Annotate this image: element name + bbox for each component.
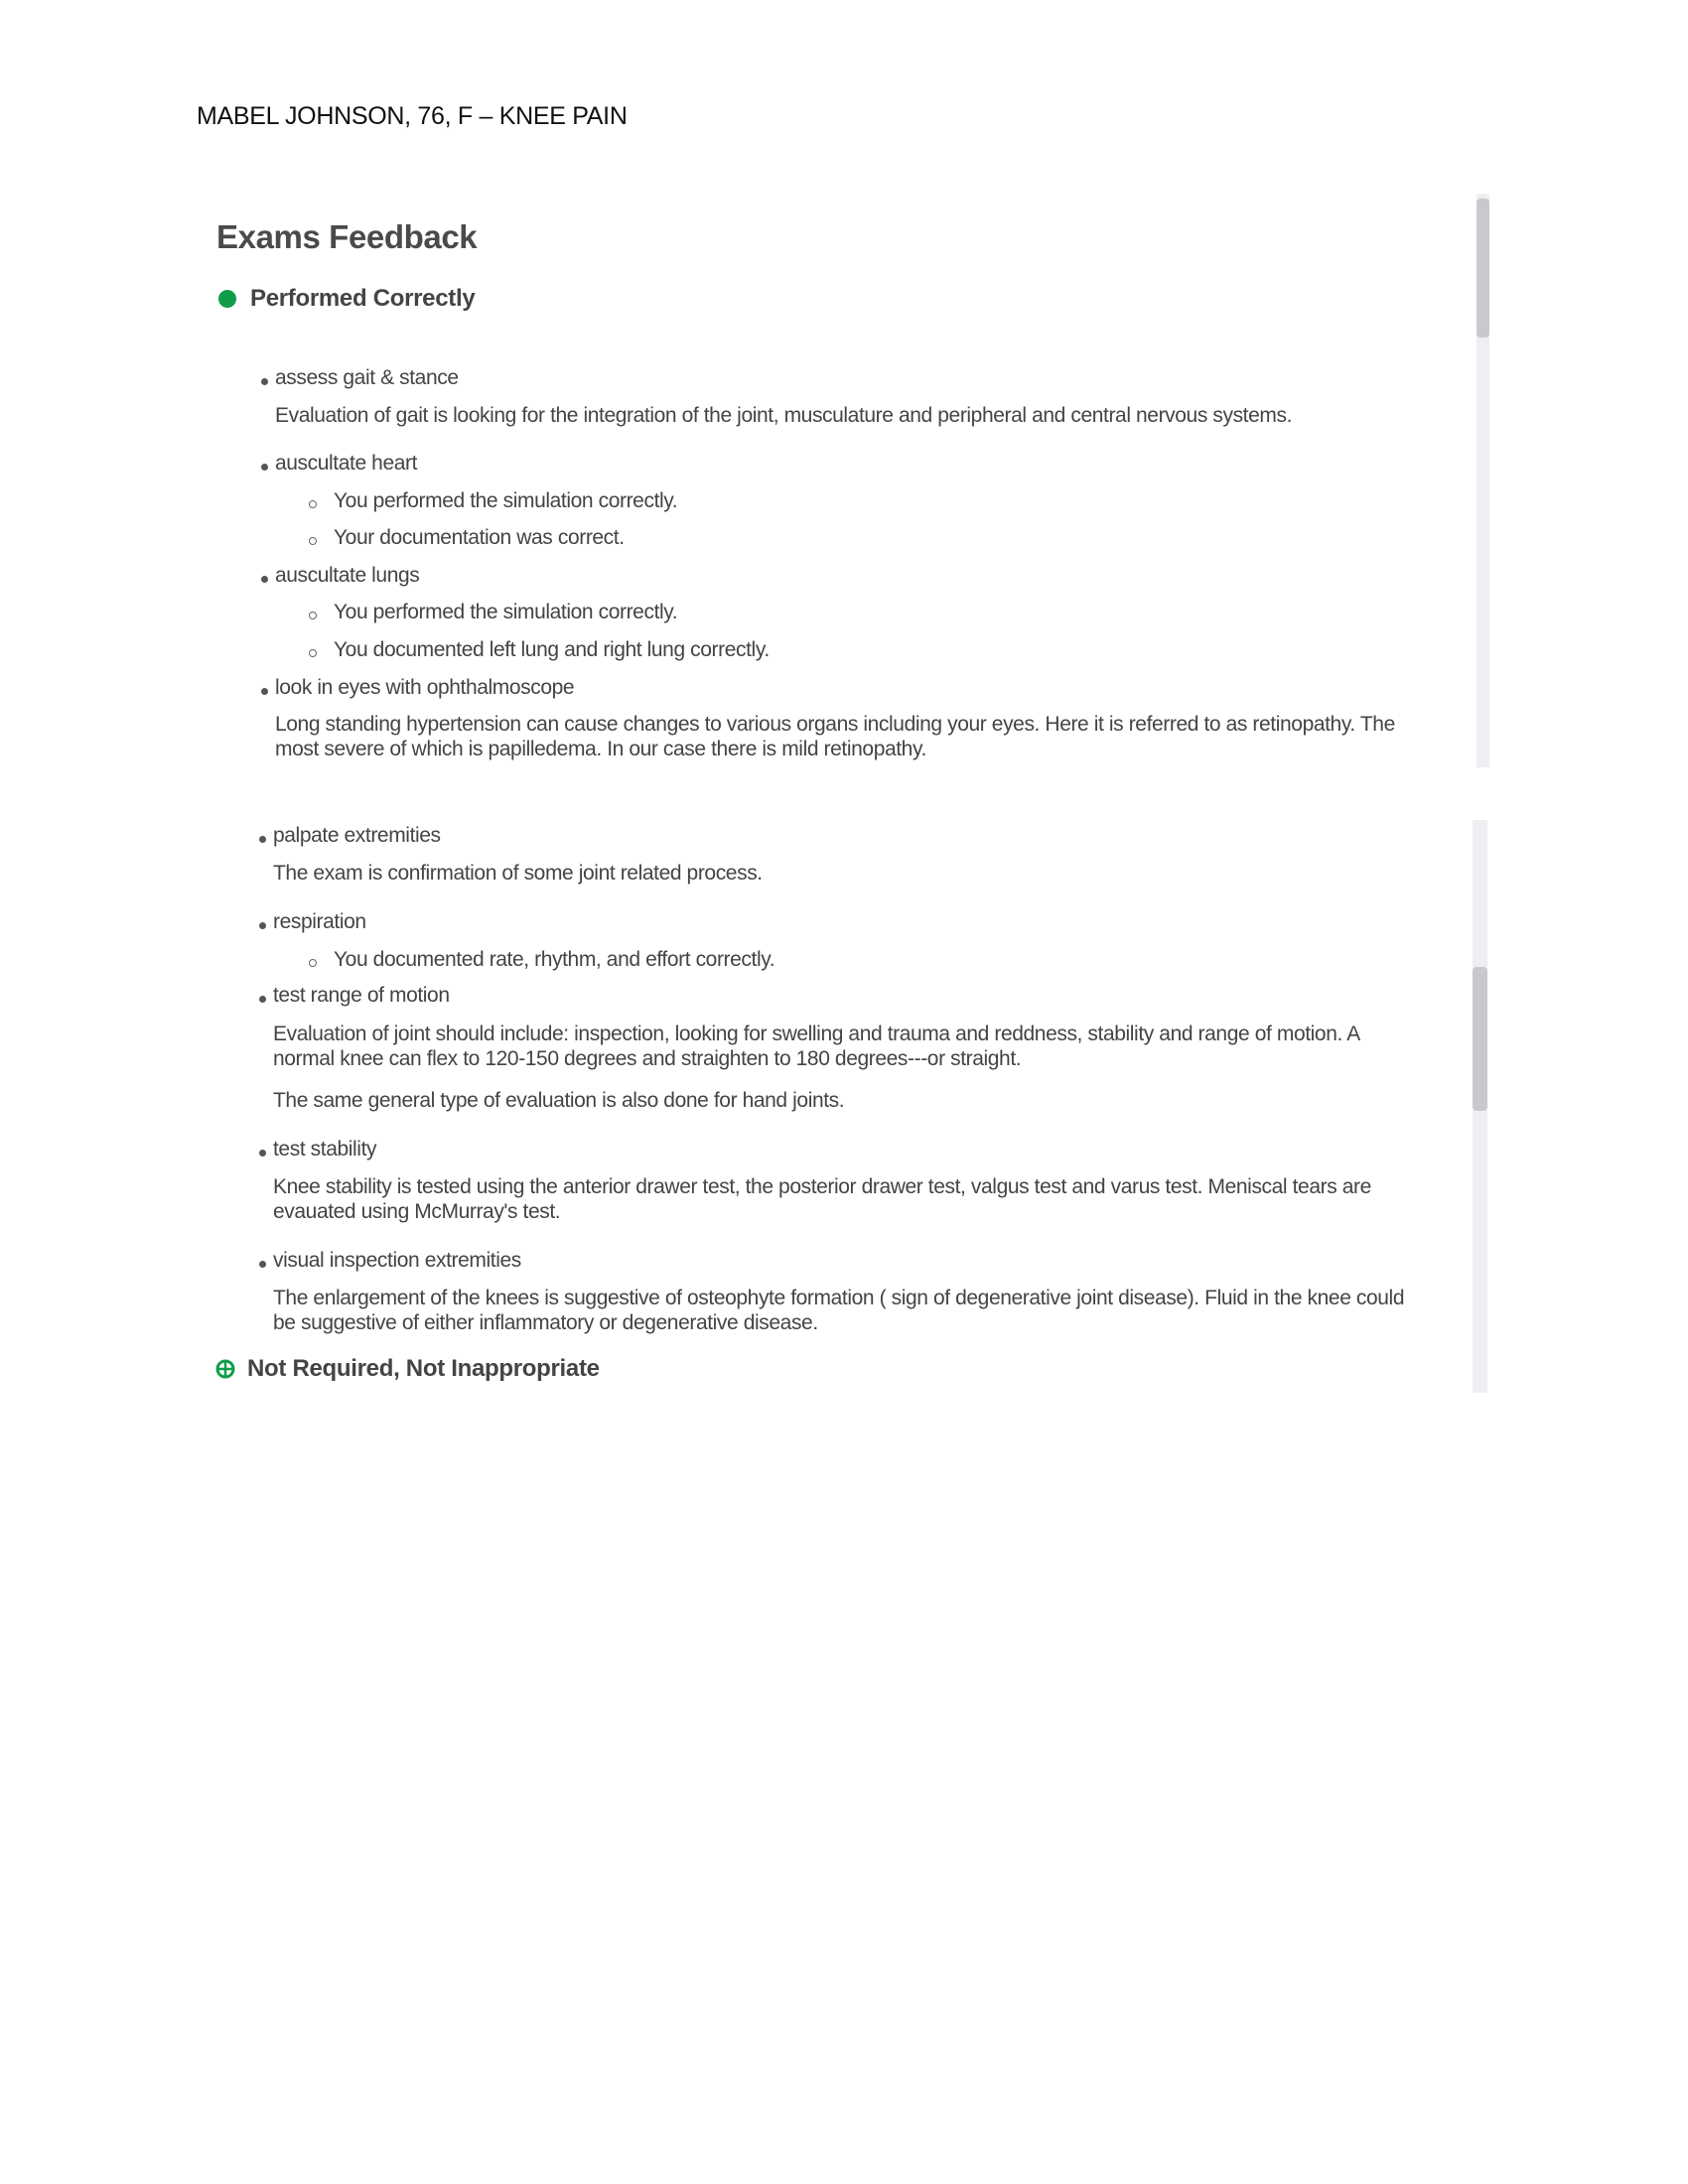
bullet-icon (259, 836, 266, 843)
exam-subitem: You performed the simulation correctly. (334, 489, 678, 512)
bullet-icon (261, 464, 268, 471)
exam-subitem: Your documentation was correct. (334, 526, 625, 549)
sub-bullet-icon (309, 959, 317, 967)
exam-subitem: You performed the simulation correctly. (334, 601, 678, 623)
section-not-required-not-inappropriate[interactable] (215, 1355, 600, 1383)
sub-bullet-icon (309, 649, 317, 657)
bullet-icon (259, 1261, 266, 1268)
exam-item-description: Knee stability is tested using the anterior drawer test, the posterior drawer test, valgus test and varus test. Meniscal tears are evauated using McMurray's test. (273, 1175, 1371, 1223)
green-dot-icon (218, 290, 236, 308)
exam-item-label: test range of motion (273, 984, 450, 1007)
bullet-icon (259, 1150, 266, 1157)
exam-item-description: Evaluation of joint should include: inspection, looking for swelling and trauma and reddness, stability and range of motion. A normal knee can flex to 120-150 degrees and straighten to 180 degrees---or straight. (273, 1023, 1359, 1070)
exam-item-label: visual inspection extremities (273, 1249, 521, 1272)
scrollbar-track[interactable] (1477, 194, 1489, 767)
exams-feedback-pane-bottom[interactable] (213, 820, 1489, 1393)
exam-item-description: The exam is confirmation of some joint related process. (273, 862, 763, 885)
page-header: MABEL JOHNSON, 76, F – KNEE PAIN (197, 102, 628, 130)
exams-feedback-title: Exams Feedback (216, 218, 478, 255)
section-label: Performed Correctly (250, 285, 476, 312)
exam-item-label: assess gait & stance (275, 366, 459, 389)
exam-item-description: Long standing hypertension can cause changes to various organs including your eyes. Here it is referred to as retinopathy. The most severe of which is papilledema. In our case there is mild retinopathy. (275, 713, 1395, 760)
scrollbar-track[interactable] (1473, 820, 1487, 1393)
exams-feedback-pane-top[interactable] (213, 194, 1489, 767)
exam-subitem: You documented rate, rhythm, and effort correctly. (334, 948, 775, 971)
exam-item-label: respiration (273, 910, 366, 933)
bullet-icon (261, 576, 268, 583)
exam-item-label: test stability (273, 1138, 377, 1160)
exam-item-label: palpate extremities (273, 824, 441, 847)
sub-bullet-icon (309, 612, 317, 619)
green-plus-circle-icon (215, 1359, 235, 1379)
exam-item-description: Evaluation of gait is looking for the integration of the joint, musculature and peripheral and central nervous systems. (275, 404, 1293, 427)
section-performed-correctly (218, 285, 475, 313)
bullet-icon (261, 688, 268, 695)
bullet-icon (259, 922, 266, 929)
exam-subitem: You documented left lung and right lung correctly. (334, 638, 770, 661)
section-label: Not Required, Not Inappropriate (247, 1355, 600, 1382)
exam-item-description-extra: The same general type of evaluation is also done for hand joints. (273, 1089, 845, 1112)
exam-item-label: look in eyes with ophthalmoscope (275, 676, 575, 699)
scrollbar-thumb[interactable] (1473, 967, 1487, 1111)
bullet-icon (259, 996, 266, 1003)
sub-bullet-icon (309, 500, 317, 508)
scrollbar-thumb[interactable] (1477, 199, 1489, 338)
sub-bullet-icon (309, 537, 317, 545)
exam-item-label: auscultate lungs (275, 564, 420, 587)
bullet-icon (261, 378, 268, 385)
exam-item-label: auscultate heart (275, 452, 418, 475)
exam-item-description: The enlargement of the knees is suggestive of osteophyte formation ( sign of degenerative joint disease). Fluid in the knee could be suggestive of either inflammatory or degenerative disease. (273, 1287, 1405, 1334)
